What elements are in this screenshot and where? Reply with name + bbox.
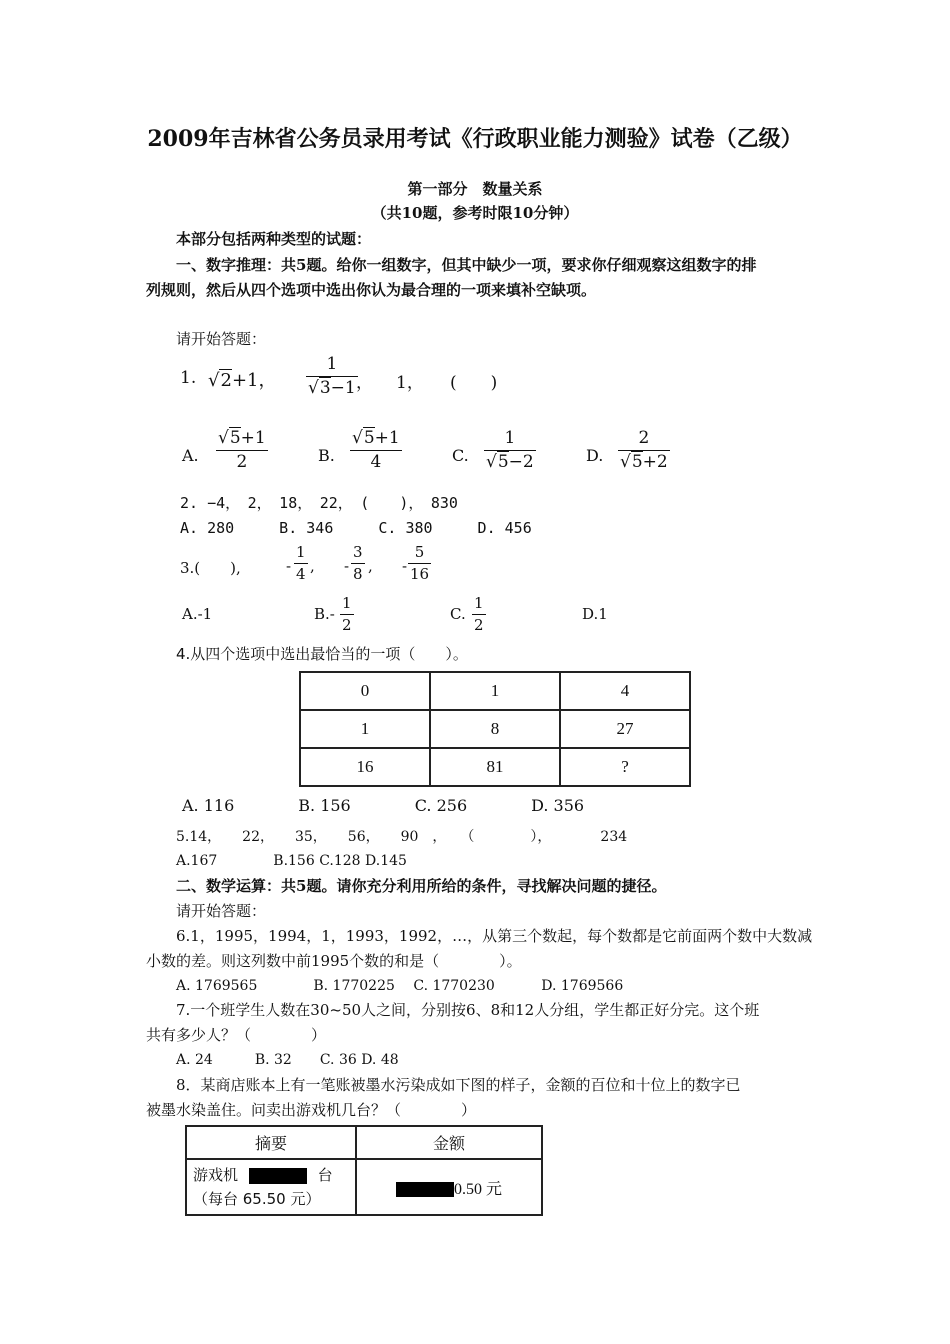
start-label-1: 请开始答题： (176, 330, 267, 348)
ledger-header-amount: 金额 (356, 1126, 542, 1159)
table-cell: 0 (300, 672, 430, 710)
table-row (186, 1159, 542, 1215)
ink-stain (396, 1182, 454, 1197)
q7-line1: 7.一个班学生人数在30~50人之间，分别按6、8和12人分组，学生都正好分完。这个班 (176, 1001, 760, 1019)
table-cell: 4 (560, 672, 690, 710)
q1-number: 1. (180, 368, 197, 388)
q6-line2: 小数的差。则这列数中前1995个数的和是（ ）。 (146, 952, 522, 970)
ledger-header-summary: 摘要 (186, 1126, 356, 1159)
q1-option-b-label: B. (318, 446, 335, 465)
section1-line1: 一、数字推理：共5题。给你一组数字，但其中缺少一项，要求你仔细观察这组数字的排 (176, 256, 757, 274)
q3-minus-1: - (286, 557, 292, 575)
start-label-2: 请开始答题： (176, 902, 267, 920)
ledger-amount-cell (356, 1159, 542, 1215)
section1-line2: 列规则，然后从四个选项中选出你认为最合理的一项来填补空缺项。 (146, 281, 597, 299)
q1-blank: ( ) (450, 373, 498, 393)
q3-comma-2: , (368, 557, 373, 575)
q7-line2: 共有多少人？（ ） (146, 1026, 327, 1044)
q8-line2: 被墨水染盖住。问卖出游戏机几台？（ ） (146, 1101, 477, 1119)
table-row (186, 1126, 542, 1159)
q3-term2: $\frac{3}{8}$ (353, 543, 363, 583)
q1-option-c-label: C. (452, 446, 469, 465)
ledger-item: 游戏机 (193, 1166, 239, 1184)
table-cell: 16 (300, 748, 430, 786)
table-cell: ? (560, 748, 690, 786)
q7-options: A. 24 B. 32 C. 36 D. 48 (176, 1052, 399, 1068)
q1-option-b: $\frac{√5+1}{4}$ (352, 428, 400, 472)
table-cell: 1 (430, 672, 560, 710)
q6-options: A. 1769565 B. 1770225 C. 1770230 D. 1769566 (176, 978, 624, 994)
q1-option-c: $\frac{1}{√5-2}$ (486, 428, 534, 472)
q3-minus-3: - (402, 557, 408, 575)
part-intro: 本部分包括两种类型的试题： (176, 230, 372, 248)
q1-option-d-label: D. (586, 446, 604, 465)
q3-option-a: A.-1 (182, 605, 213, 623)
q3-option-c-label: C. (450, 605, 466, 623)
ledger-summary-cell (186, 1159, 356, 1215)
ledger-price: （每台 65.50 元） (193, 1190, 321, 1208)
table-cell: 1 (300, 710, 430, 748)
q1-option-a: $\frac{√5+1}{2}$ (218, 428, 266, 472)
q3-option-c: $\frac{1}{2}$ (474, 594, 484, 634)
q4-table (299, 671, 691, 787)
table-row (300, 672, 690, 710)
q4-options: A. 116 B. 156 C. 256 D. 356 (182, 796, 585, 815)
q3-option-d: D.1 (582, 605, 608, 623)
part-subheading: （共10题，参考时限10分钟） (371, 204, 579, 222)
q6-line1: 6.1，1995，1994，1，1993，1992，…，从第三个数起，每个数都是它前面两个数中大数减 (176, 927, 813, 945)
ledger-amount: 0.50 元 (453, 1180, 502, 1198)
q3-minus-2: - (344, 557, 350, 575)
q3-comma-1: , (310, 557, 315, 575)
q1-option-d: $\frac{2}{√5+2}$ (620, 428, 668, 472)
q1-term2-fraction: $\frac{1}{√3-1}$ (308, 354, 356, 398)
q2-options: A. 280 B. 346 C. 380 D. 456 (180, 519, 532, 537)
section2-heading: 二、数学运算：共5题。请你充分利用所给的条件，寻找解决问题的捷径。 (176, 877, 667, 895)
q2-sequence: 2. −4， 2， 18， 22， ( )， 830 (180, 494, 458, 512)
q8-ledger-table (185, 1125, 543, 1216)
ledger-unit: 台 (317, 1166, 333, 1184)
q5-options: A.167 B.156 C.128 D.145 (176, 853, 407, 869)
q1-term3: 1， (396, 373, 424, 393)
q5-sequence: 5.14， 22， 35， 56， 90 ， （ ）， 234 (176, 829, 628, 845)
table-row (300, 710, 690, 748)
table-cell: 81 (430, 748, 560, 786)
table-cell: 27 (560, 710, 690, 748)
ink-stain (249, 1168, 307, 1184)
table-row (300, 748, 690, 786)
q3-option-b-label: B.- (314, 605, 335, 623)
page-title: 2009年吉林省公务员录用考试《行政职业能力测验》试卷（乙级） (147, 126, 803, 152)
q3-term3: $\frac{5}{16}$ (410, 543, 430, 583)
q8-line1: 8．某商店账本上有一笔账被墨水污染成如下图的样子，金额的百位和十位上的数字已 (176, 1076, 741, 1094)
q1-option-a-label: A. (182, 446, 199, 465)
q1-term1: √2+1， (208, 370, 277, 391)
q4-question: 4.从四个选项中选出最恰当的一项（ ）。 (176, 645, 468, 663)
q1-separator: ， (356, 373, 373, 393)
table-cell: 8 (430, 710, 560, 748)
q3-term1: $\frac{1}{4}$ (296, 543, 306, 583)
q3-number: 3.( ), (180, 559, 241, 577)
q3-option-b: $\frac{1}{2}$ (342, 594, 352, 634)
part-heading: 第一部分 数量关系 (407, 180, 543, 198)
